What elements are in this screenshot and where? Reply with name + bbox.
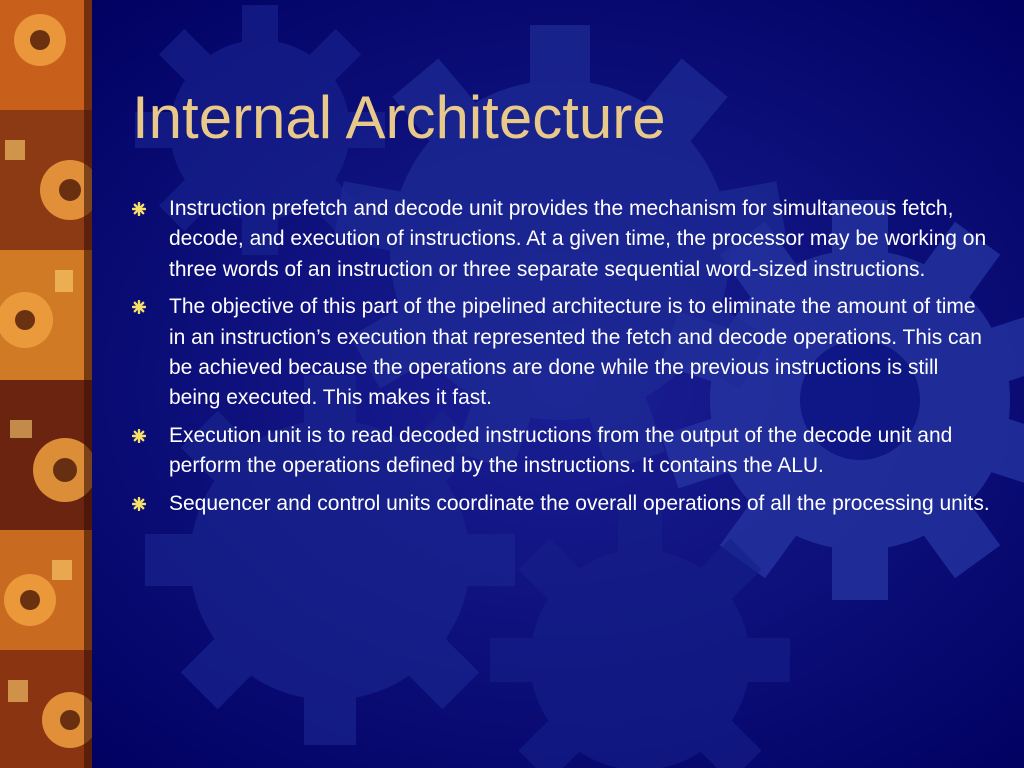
bullet-list (132, 194, 992, 526)
slide-title: Internal Architecture (132, 84, 666, 151)
list-item (132, 489, 992, 519)
bullet-text: The objective of this part of the pipelined architecture is to eliminate the amount of time in an instruction’s execution that represented the fetch and decode operations. This can be achieved because the operations are done while the previous instructions is still being executed. This makes it fast. (169, 295, 982, 410)
list-item (132, 292, 992, 414)
asterisk-bullet-icon (132, 497, 146, 511)
list-item (132, 194, 992, 285)
asterisk-bullet-icon (132, 429, 146, 443)
bullet-text: Execution unit is to read decoded instructions from the output of the decode unit and perform the operations defined by the instructions. It contains the ALU. (169, 423, 953, 478)
asterisk-bullet-icon (132, 202, 146, 216)
asterisk-bullet-icon (132, 300, 146, 314)
bullet-text: Sequencer and control units coordinate the overall operations of all the processing units. (169, 491, 990, 515)
decorative-gear-strip (0, 0, 92, 768)
bullet-text: Instruction prefetch and decode unit provides the mechanism for simultaneous fetch, decode, and execution of instructions. At a given time, the processor may be working on three words of an instruction or three separate sequential word-sized instructions. (169, 197, 987, 281)
list-item (132, 421, 992, 482)
